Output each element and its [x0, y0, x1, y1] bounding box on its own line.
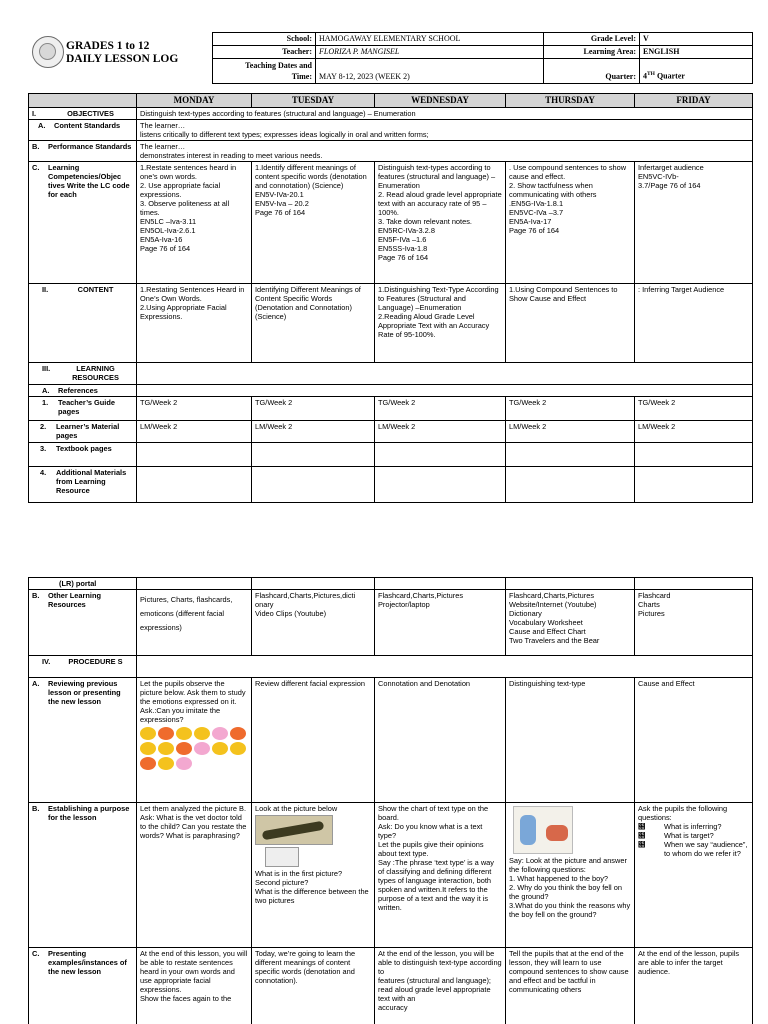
quarter-label: Quarter: — [544, 58, 640, 83]
day-wednesday: WEDNESDAY — [375, 94, 506, 108]
ref-title: References — [58, 386, 98, 396]
presenting-tue: Today, we’re going to learn the different meanings of content specific words (denotation and connotation). — [252, 948, 375, 1024]
lm-thu: LM/Week 2 — [506, 421, 635, 443]
textbook-label — [29, 443, 137, 467]
tg-tue: TG/Week 2 — [252, 397, 375, 421]
rev-num: A. — [32, 679, 40, 689]
header-row-dates — [213, 58, 753, 83]
am-num: 4. — [40, 468, 47, 478]
tg-mon: TG/Week 2 — [137, 397, 252, 421]
header-row-school — [213, 33, 753, 46]
row-performance-standards — [29, 141, 753, 162]
lm-mon: LM/Week 2 — [137, 421, 252, 443]
lm-num: 2. — [40, 422, 47, 432]
row-teachers-guide — [29, 397, 753, 421]
presenting-label — [29, 948, 137, 1024]
row-references — [29, 385, 753, 397]
day-tuesday: TUESDAY — [252, 94, 375, 108]
row-content-standards — [29, 120, 753, 141]
question-text: What is target? — [664, 831, 714, 841]
row-lr-portal — [29, 578, 753, 590]
presenting-fri: At the end of the lesson, pupils are able to infer the target audience. — [635, 948, 753, 1024]
ref-num: A. — [42, 386, 50, 396]
question-item — [638, 831, 749, 840]
grade-label: Grade Level: — [544, 33, 640, 46]
bullet-mark: ฀ — [638, 840, 646, 850]
tg-wed: TG/Week 2 — [375, 397, 506, 421]
other-resources-thu: Flashcard,Charts,Pictures Website/Internet (Youtube) Dictionary Vocabulary Worksheet Cause and Effect Chart Two Travelers and the Bear — [506, 590, 635, 656]
proc-title: PROCEDURE S — [68, 657, 123, 667]
reviewing-mon-text: Let the pupils observe the picture below. Ask them to study the emotions expressed on it. Ask.:Can you imitate the expressions? — [140, 679, 246, 725]
quarter-sup: TH — [647, 71, 655, 78]
purpose-label — [29, 803, 137, 948]
boy-figure-left — [520, 815, 536, 845]
ps-title: Performance Standards — [48, 142, 132, 152]
emoticon-icon — [194, 727, 210, 740]
competencies-fri: Infertarget audience EN5VC-IVb- 3.7/Page 76 of 164 — [635, 162, 753, 284]
row-other-resources — [29, 590, 753, 656]
purpose-tue — [252, 803, 375, 948]
purpose-mon: Let them analyzed the picture B. Ask: What is the vet doctor told to the child? Can you restate the words? What is paraphrasing? — [137, 803, 252, 948]
school-label: School: — [213, 33, 316, 46]
objectives-label — [29, 108, 137, 120]
row-learning-resources — [29, 363, 753, 385]
emoticon-icon — [158, 727, 174, 740]
reviewing-tue: Review different facial expression — [252, 678, 375, 803]
emoticon-icon — [140, 742, 156, 755]
row-learners-material — [29, 421, 753, 443]
day-header-blank — [29, 94, 137, 108]
references-label — [29, 385, 137, 397]
purpose-fri — [635, 803, 753, 948]
dates-label-line2: Time: — [291, 71, 312, 81]
emoticon-icon — [140, 757, 156, 770]
grade-value: V — [640, 33, 753, 46]
textbook-mon — [137, 443, 252, 467]
boy-figure-right — [546, 825, 568, 841]
tg-fri: TG/Week 2 — [635, 397, 753, 421]
reviewing-fri: Cause and Effect — [635, 678, 753, 803]
cs-title: Content Standards — [54, 121, 121, 131]
purpose-fri-intro: Ask the pupils the following questions: — [638, 804, 728, 823]
procedures-label — [29, 656, 137, 678]
additional-wed — [375, 467, 506, 503]
lesson-table-page1 — [28, 93, 753, 503]
pre-title: Presenting examples/instances of the new lesson — [48, 949, 127, 977]
competencies-tue: 1.Identify different meanings of content specific words (denotation and connotation) (Science) EN5V-IVa-20.1 EN5V-Iva – 20.2 Page 76 of 164 — [252, 162, 375, 284]
question-item — [638, 822, 749, 831]
cs-line1: The learner… — [140, 121, 186, 131]
reviewing-thu: Distinguishing text-type — [506, 678, 635, 803]
deped-logo — [32, 36, 64, 68]
emoticons-picture — [140, 727, 250, 770]
row-procedures — [29, 656, 753, 678]
lr-portal-fri — [635, 578, 753, 590]
content-title: CONTENT — [77, 285, 114, 295]
other-resources-label — [29, 590, 137, 656]
reviewing-wed: Connotation and Denotation — [375, 678, 506, 803]
pur-num: B. — [32, 804, 40, 814]
olr-title: Other Learning Resources — [48, 591, 101, 610]
emoticon-icon — [176, 727, 192, 740]
tb-num: 3. — [40, 444, 47, 454]
additional-thu — [506, 467, 635, 503]
quarter-value — [640, 58, 753, 83]
other-resources-wed: Flashcard,Charts,Pictures Projector/laptop — [375, 590, 506, 656]
purpose-thu-text: Say: Look at the picture and answer the following questions: 1. What happened to the boy? 2. Why do you think the boy fell on the ground? 3.What do you think the reasons why the boy fell on the ground? — [509, 856, 631, 920]
learning-resources-label — [29, 363, 137, 385]
textbook-wed — [375, 443, 506, 467]
lm-fri: LM/Week 2 — [635, 421, 753, 443]
lr-title: LEARNING RESOURCES — [72, 364, 119, 383]
presenting-thu: Tell the pupils that at the end of the lesson, they will learn to use compound sentences to show cause and effect and be tactful in communicating others — [506, 948, 635, 1024]
emoticon-icon — [194, 742, 210, 755]
content-wed: 1.Distinguishing Text-Type According to Features (Structural and Language) –Enumeration 2.Reading Aloud Grade Level Appropriate Text with an Accuracy Rate of 95-100%. — [375, 284, 506, 363]
content-standards-text — [137, 120, 753, 141]
lr-num: III. — [42, 364, 51, 374]
deped-logo-inner — [39, 43, 56, 60]
objectives-text: Distinguish text-types according to features (structural and language) – Enumeration — [137, 108, 753, 120]
lm-title: Learner’s Material pages — [56, 422, 120, 441]
other-resources-fri: Flashcard Charts Pictures — [635, 590, 753, 656]
row-competencies — [29, 162, 753, 284]
performance-standards-label — [29, 141, 137, 162]
question-text: What is inferring? — [664, 822, 722, 832]
row-presenting — [29, 948, 753, 1024]
tb-title: Textbook pages — [56, 444, 112, 454]
references-blank — [137, 385, 753, 397]
objectives-title: OBJECTIVES — [67, 109, 114, 118]
row-purpose — [29, 803, 753, 948]
textbook-thu — [506, 443, 635, 467]
quarter-word: Quarter — [654, 71, 685, 81]
ps-num: B. — [32, 142, 40, 152]
title-line-1: GRADES 1 to 12 — [66, 40, 150, 52]
log-title — [66, 40, 178, 66]
lr-portal-label: (LR) portal — [29, 578, 137, 590]
lm-label — [29, 421, 137, 443]
dates-value: MAY 8-12, 2023 (WEEK 2) — [316, 58, 544, 83]
content-mon: 1.Restating Sentences Heard in One’s Own Words. 2.Using Appropriate Facial Expressions. — [137, 284, 252, 363]
content-thu: 1.Using Compound Sentences to Show Cause and Effect — [506, 284, 635, 363]
lr-portal-wed — [375, 578, 506, 590]
purpose-thu — [506, 803, 635, 948]
bullet-mark: ฀ — [638, 822, 646, 832]
emoticon-icon — [176, 757, 192, 770]
teacher-label: Teacher: — [213, 45, 316, 58]
presenting-wed: At the end of the lesson, you will be able to distinguish text-type according to features (structural and language); read aloud grade level appropriate text with an accuracy — [375, 948, 506, 1024]
additional-mon — [137, 467, 252, 503]
competencies-label — [29, 162, 137, 284]
lm-wed: LM/Week 2 — [375, 421, 506, 443]
emoticon-icon — [158, 757, 174, 770]
day-monday: MONDAY — [137, 94, 252, 108]
additional-tue — [252, 467, 375, 503]
school-value: HAMOGAWAY ELEMENTARY SCHOOL — [316, 33, 544, 46]
lc-num: C. — [32, 163, 40, 173]
learning-resources-blank — [137, 363, 753, 385]
rev-title: Reviewing previous lesson or presenting the new lesson — [48, 679, 121, 707]
reviewing-label — [29, 678, 137, 803]
lesson-table-page2 — [28, 577, 753, 1024]
emoticon-icon — [158, 742, 174, 755]
area-value: ENGLISH — [640, 45, 753, 58]
competencies-mon: 1.Restate sentences heard in one’s own words. 2. Use appropriate facial expressions. 3. Observe politeness at all times. EN5LC –Iva-3.11 EN5OL-Iva-2.6.1 EN5A-Iva-16 Page 76 of 164 — [137, 162, 252, 284]
objectives-num: I. — [32, 109, 37, 118]
content-fri: : Inferring Target Audience — [635, 284, 753, 363]
lc-title: Learning Competencies/Objec tives Write the LC code for each — [48, 163, 130, 200]
content-num: II. — [42, 285, 49, 295]
ps-line1: The learner… — [140, 142, 186, 152]
lm-tue: LM/Week 2 — [252, 421, 375, 443]
row-objectives — [29, 108, 753, 120]
snake-picture — [255, 815, 333, 845]
ps-line2: demonstrates interest in reading to meet various needs. — [140, 151, 323, 161]
content-label — [29, 284, 137, 363]
lr-portal-tue — [252, 578, 375, 590]
am-title: Additional Materials from Learning Resource — [56, 468, 127, 496]
row-content — [29, 284, 753, 363]
dates-label — [213, 58, 316, 83]
area-label: Learning Area: — [544, 45, 640, 58]
additional-fri — [635, 467, 753, 503]
purpose-fri-questions — [638, 822, 749, 858]
emoticon-icon — [230, 727, 246, 740]
tg-thu: TG/Week 2 — [506, 397, 635, 421]
pur-title: Establishing a purpose for the lesson — [48, 804, 130, 823]
emoticon-icon — [212, 727, 228, 740]
row-textbook — [29, 443, 753, 467]
title-line-2: DAILY LESSON LOG — [66, 53, 179, 65]
proc-num: IV. — [42, 657, 51, 667]
quarter-num: 4 — [643, 71, 647, 81]
tg-label — [29, 397, 137, 421]
bullet-mark: ฀ — [638, 831, 646, 841]
cs-num: A. — [38, 121, 46, 131]
additional-label — [29, 467, 137, 503]
emoticon-icon — [140, 727, 156, 740]
chef-picture — [265, 847, 299, 867]
boy-falling-picture — [513, 806, 573, 854]
tg-num: 1. — [42, 398, 49, 408]
other-resources-tue: Flashcard,Charts,Pictures,dicti onary Video Clips (Youtube) — [252, 590, 375, 656]
presenting-mon: At the end of this lesson, you will be able to restate sentences heard in your own words and use appropriate facial expressions. Show the faces again to the — [137, 948, 252, 1024]
emoticon-icon — [230, 742, 246, 755]
tg-title: Teacher’s Guide pages — [58, 398, 115, 417]
textbook-fri — [635, 443, 753, 467]
cs-line2: listens critically to different text types; expresses ideas logically in oral and written forms; — [140, 130, 429, 140]
snake-shape — [262, 821, 325, 841]
row-reviewing — [29, 678, 753, 803]
purpose-tue-top: Look at the picture below — [255, 804, 338, 814]
teacher-value: FLORIZA P. MANGISEL — [316, 45, 544, 58]
purpose-tue-bottom: What is in the first picture? Second picture? What is the difference between the two pictures — [255, 869, 369, 906]
emoticon-icon — [212, 742, 228, 755]
pre-num: C. — [32, 949, 40, 959]
day-header-row — [29, 94, 753, 108]
lr-portal-mon — [137, 578, 252, 590]
competencies-thu: . Use compound sentences to show cause and effect. 2. Show tactfulness when communicating with others .EN5G-IVa-1.8.1 EN5VC-IVa –3.7 EN5A-Iva-17 Page 76 of 164 — [506, 162, 635, 284]
dates-label-line1: Teaching Dates and — [245, 60, 312, 70]
competencies-wed: Distinguish text-types according to features (structural and language) – Enumeration 2. Read aloud grade level appropriate text with an accuracy rate of 95 – 100%. 3. Take down relevant notes. EN5RC-IVa-3.2.8 EN5F-IVa –1.6 EN5SS-Iva-1.8 Page 76 of 164 — [375, 162, 506, 284]
emoticon-icon — [176, 742, 192, 755]
header-row-teacher — [213, 45, 753, 58]
procedures-blank — [137, 656, 753, 678]
content-tue: Identifying Different Meanings of Content Specific Words (Denotation and Connotation) (Science) — [252, 284, 375, 363]
olr-num: B. — [32, 591, 40, 601]
reviewing-mon — [137, 678, 252, 803]
row-additional-materials — [29, 467, 753, 503]
question-item — [638, 840, 749, 858]
purpose-wed: Show the chart of text type on the board. Ask: Do you know what is a text type? Let the pupils give their opinions about text type. Say :The phrase ‘text type’ is a way of classifying and defining different types of language interaction, both spoken and written.It refers to the purpose of a text and the way it is written. — [375, 803, 506, 948]
header-table — [212, 32, 753, 84]
performance-standards-text — [137, 141, 753, 162]
lr-portal-thu — [506, 578, 635, 590]
day-thursday: THURSDAY — [506, 94, 635, 108]
textbook-tue — [252, 443, 375, 467]
day-friday: FRIDAY — [635, 94, 753, 108]
other-resources-mon: Pictures, Charts, flashcards, emoticons (different facial expressions) — [137, 590, 252, 656]
content-standards-label — [29, 120, 137, 141]
question-text: When we say “audience”, to whom do we refer it? — [664, 840, 748, 859]
